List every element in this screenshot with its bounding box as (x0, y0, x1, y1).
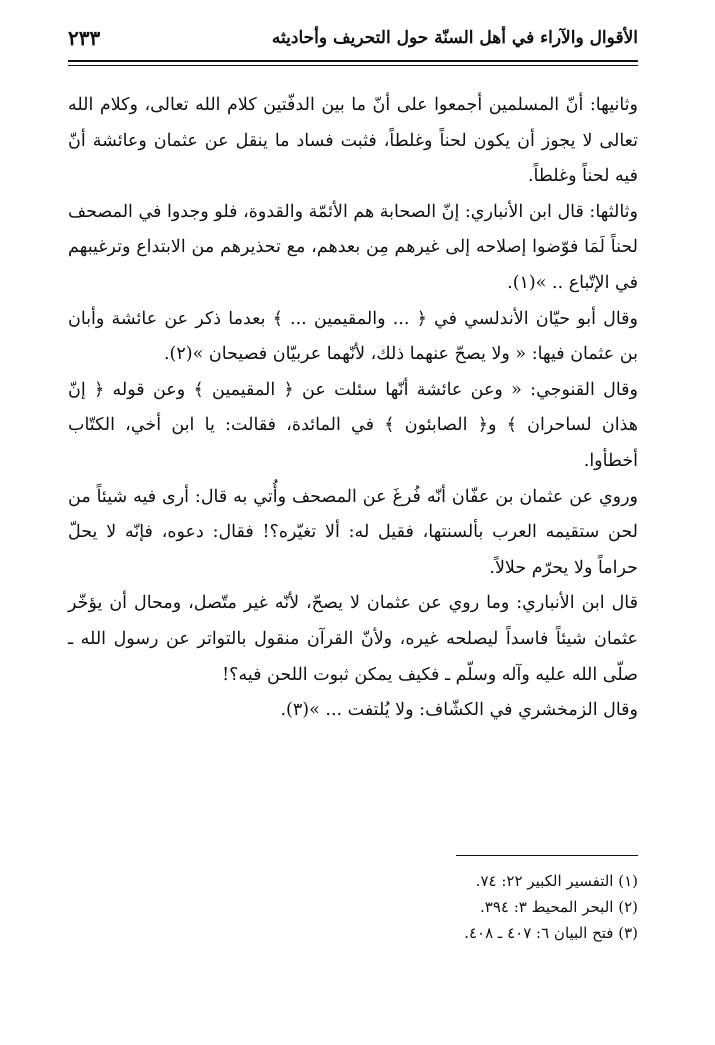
paragraph: وروي عن عثمان بن عفّان أنّه فُرغَ عن المصحف وأُتي به قال: أرى فيه شيئاً من لحن ستقيمه العرب بألسنتها، فقيل له: ألا تغيّره؟! فقال: دعوه، فإنّه لا يحلّ حراماً ولا يحرّم حلالاً. (68, 486, 638, 578)
paragraph: وقال الزمخشري في الكشّاف: ولا يُلتفت ... »(٣). (280, 700, 638, 721)
footnote: (٢) البحر المحيط ٣: ٣٩٤. (479, 898, 638, 916)
footnote-separator (456, 855, 638, 856)
page-number: ٢٣٣ (68, 26, 101, 50)
paragraph: وثانيها: أنّ المسلمين أجمعوا على أنّ ما بين الدفّتين كلام الله تعالى، وكلام الله تعالى لا يجوز أن يكون لحناً وغلطاً، فثبت فساد ما ينقل عن عثمان وعائشة أنّ فيه لحناً وغلطاً. (68, 95, 638, 187)
footnote: (١) التفسير الكبير ٢٢: ٧٤. (475, 872, 638, 890)
page-header (68, 22, 638, 56)
paragraph: وقال أبو حيّان الأندلسي في ﴿ ... والمقيمين ... ﴾ بعدما ذكر عن عائشة وأبان بن عثمان فيها: « ولا يصحّ عنهما ذلك، لأنّهما عربيّان فصيحان »(٢). (68, 308, 638, 365)
book-page (68, 22, 638, 1022)
paragraph: وثالثها: قال ابن الأنباري: إنّ الصحابة هم الأئمّة والقدوة، فلو وجدوا في المصحف لحناً لَمَا فوّضوا إصلاحه إلى غيرهم مِن بعدهم، مع تحذيرهم من الابتداع وترغيبهم في الإتّباع .. »(١). (68, 201, 638, 293)
header-rule-thick (68, 60, 638, 62)
header-rule-thin (68, 65, 638, 66)
running-title: الأقوال والآراء في أهل السنّة حول التحريف وأحاديثه (271, 28, 638, 48)
footnotes (464, 868, 638, 946)
footnote: (٣) فتح البيان ٦: ٤٠٧ ـ ٤٠٨. (464, 924, 638, 942)
paragraph: قال ابن الأنباري: وما روي عن عثمان لا يصحّ، لأنّه غير متّصل، ومحال أن يؤخّر عثمان شيئاً فاسداً ليصلحه غيره، ولأنّ القرآن منقول بالتواتر عن رسول الله ـ صلّى الله عليه وآله وسلّم ـ فكيف يمكن ثبوت اللحن فيه؟! (68, 593, 638, 685)
body-text (68, 88, 638, 729)
paragraph: وقال القنوجي: « وعن عائشة أنّها سئلت عن ﴿ المقيمين ﴾ وعن قوله ﴿ إنّ هذان لساحران ﴾ و﴿ الصابئون ﴾ في المائدة، فقالت: يا ابن أخي، الكتّاب أخطأوا. (68, 379, 638, 471)
